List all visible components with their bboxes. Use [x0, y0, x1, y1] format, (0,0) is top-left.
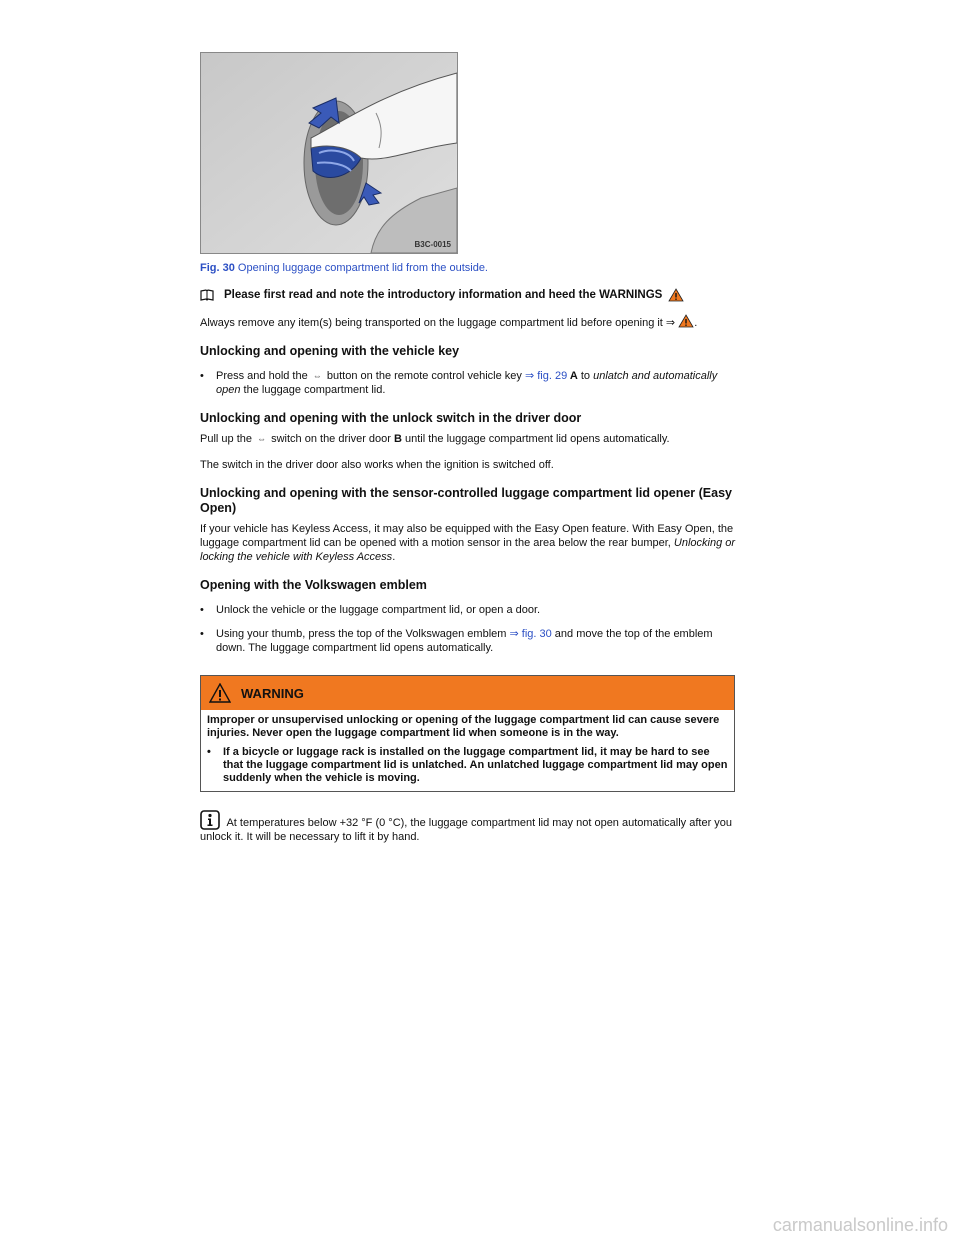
emblem-press-illustration	[201, 53, 457, 253]
remove-items-text: Always remove any item(s) being transported on the luggage compartment lid before opening it ⇒	[200, 317, 679, 329]
heading-vehicle-key: Unlocking and opening with the vehicle key	[200, 344, 460, 358]
book-icon	[200, 289, 214, 301]
driver-door-ignition-paragraph: The switch in the driver door also works when the ignition is switched off.	[200, 459, 554, 471]
remove-items-paragraph	[200, 314, 740, 330]
manual-page	[200, 52, 740, 844]
intro-text: Please first read and note the introductory information and heed the WARNINGS	[224, 289, 663, 301]
figure-number: Fig. 30	[200, 262, 235, 274]
driver-door-paragraph: Pull up the ⇔ switch on the driver door B until the luggage compartment lid opens automatically.	[200, 433, 670, 445]
fig-29-link[interactable]: ⇒ fig. 29	[524, 370, 568, 382]
list-item: • Using your thumb, press the top of the Volkswagen emblem ⇒ fig. 30 and move the top of the emblem down. The luggage compartment lid opens automatically.	[200, 628, 713, 654]
easy-open-paragraph: If your vehicle has Keyless Access, it may also be equipped with the Easy Open feature. With Easy Open, the luggage compartment lid can be opened with a motion sensor in the area below the rear bumper, Unlocking or locking the vehicle with Keyless Access.	[200, 523, 736, 563]
figure-caption-text: Opening luggage compartment lid from the outside.	[234, 262, 488, 274]
warning-triangle-icon[interactable]	[678, 314, 694, 328]
warning-triangle-icon	[209, 683, 231, 703]
warning-header	[201, 676, 734, 710]
watermark: carmanualsonline.info	[772, 1215, 948, 1235]
heading-driver-door: Unlocking and opening with the unlock switch in the driver door	[200, 411, 582, 425]
remove-items-period: .	[694, 317, 698, 329]
figure-code: B3C-0015	[414, 240, 451, 249]
heading-emblem: Opening with the Volkswagen emblem	[200, 578, 427, 592]
note	[200, 810, 740, 844]
trunk-button-icon: ⇔	[312, 371, 322, 381]
list-item: • Press and hold the ⇔ button on the remote control vehicle key ⇒ fig. 29 A to unlatch and automatically open the luggage compartment lid.	[200, 370, 718, 396]
warning-body	[201, 710, 734, 791]
list-item: • If a bicycle or luggage rack is installed on the luggage compartment lid, it may be hard to see that the luggage compartment lid is unlatched. An unlatched luggage compartment lid may open suddenly when the vehicle is moving.	[207, 746, 728, 784]
intro-line	[200, 288, 740, 302]
fig-30-link[interactable]: ⇒ fig. 30	[509, 628, 552, 640]
trunk-switch-icon: ⇔	[257, 434, 267, 444]
list-item: • Unlock the vehicle or the luggage compartment lid, or open a door.	[200, 604, 541, 616]
note-text: At temperatures below +32 °F (0 °C), the luggage compartment lid may not open automatically after you unlock it. It will be necessary to lift it by hand.	[200, 817, 733, 843]
heading-easy-open: Unlocking and opening with the sensor-controlled luggage compartment lid opener (Easy Open)	[200, 486, 733, 515]
warning-title: WARNING	[241, 685, 304, 701]
warning-triangle-icon[interactable]	[668, 288, 684, 302]
warning-box	[200, 675, 735, 792]
warning-text: Improper or unsupervised unlocking or opening of the luggage compartment lid can cause severe injuries. Never open the luggage compartment lid when someone is in the way.	[207, 714, 720, 739]
figure-illustration	[200, 52, 458, 254]
figure-caption	[200, 262, 740, 274]
info-icon	[200, 810, 220, 830]
